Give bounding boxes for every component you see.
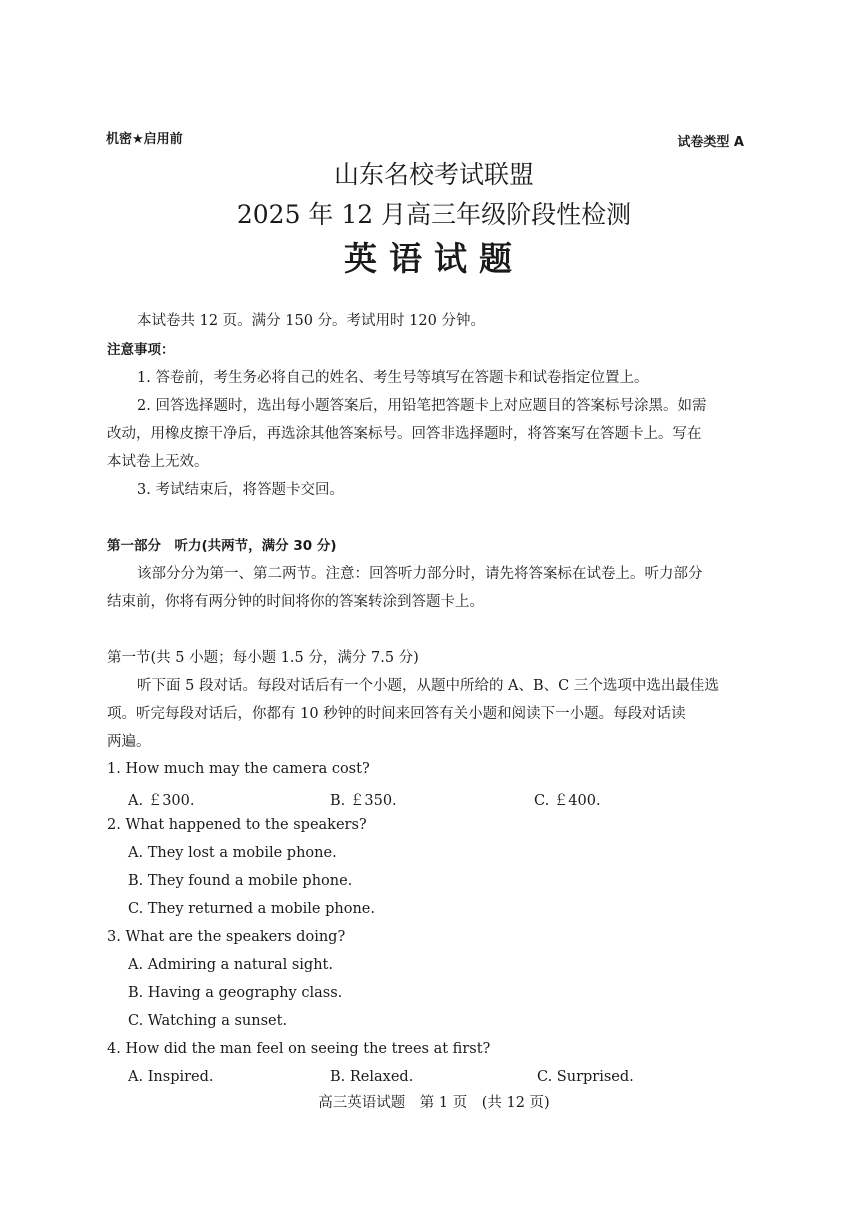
question-4-option-a: A. Inspired. — [128, 1069, 214, 1085]
section1-desc-line-1: 听下面 5 段对话。每段对话后有一个小题，从题中所给的 A、B、C 三个选项中选出最佳选 — [137, 678, 719, 694]
section1-desc-line-3: 两遍。 — [107, 734, 151, 750]
exam-date-title: 2025 年 12 月高三年级阶段性检测 — [236, 200, 632, 229]
subject-title: 英语试题 — [344, 239, 524, 278]
question-1-option-b: B. ￡350. — [330, 793, 397, 809]
question-2-option-b: B. They found a mobile phone. — [128, 873, 353, 889]
part1-heading: 第一部分 听力(共两节，满分 30 分) — [107, 538, 337, 554]
section1-desc-line-2: 项。听完每段对话后，你都有 10 秒钟的时间来回答有关小题和阅读下一小题。每段对话读 — [107, 706, 686, 722]
note-item-2-line-2: 改动，用橡皮擦干净后，再选涂其他答案标号。回答非选择题时，将答案写在答题卡上。写在 — [107, 426, 702, 442]
page-footer: 高三英语试题 第 1 页 (共 12 页) — [318, 1095, 550, 1111]
note-item-2-line-3: 本试卷上无效。 — [107, 454, 209, 470]
question-2-option-c: C. They returned a mobile phone. — [128, 901, 375, 917]
question-2-option-a: A. They lost a mobile phone. — [128, 845, 337, 861]
question-3-option-a: A. Admiring a natural sight. — [128, 957, 333, 973]
question-4-option-c: C. Surprised. — [537, 1069, 634, 1085]
part1-desc-line-1: 该部分分为第一、第二两节。注意：回答听力部分时，请先将答案标在试卷上。听力部分 — [137, 566, 703, 582]
question-2-stem: 2. What happened to the speakers? — [107, 817, 367, 833]
question-1-option-c: C. ￡400. — [534, 793, 601, 809]
question-1-option-a: A. ￡300. — [128, 793, 195, 809]
question-1-stem: 1. How much may the camera cost? — [107, 761, 370, 777]
paper-type-label: 试卷类型 A — [677, 135, 744, 150]
notes-heading: 注意事项： — [107, 342, 175, 358]
intro-text: 本试卷共 12 页。满分 150 分。考试用时 120 分钟。 — [137, 313, 485, 329]
question-4-stem: 4. How did the man feel on seeing the trees at first? — [107, 1041, 491, 1057]
question-3-option-b: B. Having a geography class. — [128, 985, 343, 1001]
note-item-1: 1. 答卷前，考生务必将自己的姓名、考生号等填写在答题卡和试卷指定位置上。 — [137, 370, 649, 386]
part1-desc-line-2: 结束前，你将有两分钟的时间将你的答案转涂到答题卡上。 — [107, 594, 484, 610]
note-item-2-line-1: 2. 回答选择题时，选出每小题答案后，用铅笔把答题卡上对应题目的答案标号涂黑。如需 — [137, 398, 707, 414]
question-4-option-b: B. Relaxed. — [330, 1069, 414, 1085]
question-3-stem: 3. What are the speakers doing? — [107, 929, 346, 945]
exam-union-title: 山东名校考试联盟 — [333, 160, 534, 189]
question-3-option-c: C. Watching a sunset. — [128, 1013, 288, 1029]
section1-heading: 第一节(共 5 小题；每小题 1.5 分，满分 7.5 分) — [107, 650, 419, 666]
note-item-3: 3. 考试结束后，将答题卡交回。 — [137, 482, 344, 498]
confidential-mark: 机密★启用前 — [106, 132, 183, 147]
